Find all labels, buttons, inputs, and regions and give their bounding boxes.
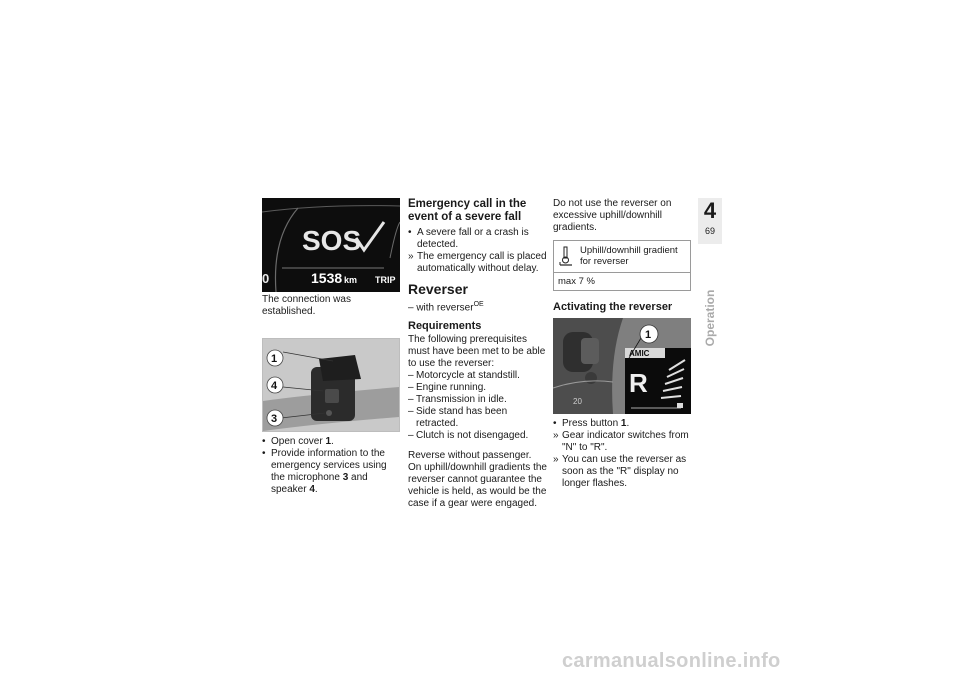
- reverser-option: – with reverser$^{OE}$: [408, 301, 484, 314]
- list-item: • Press button 1.: [553, 418, 630, 429]
- list-item: » The emergency call is placed automatically without delay.: [408, 251, 547, 274]
- emergency-heading: Emergency call in the event of a severe fall: [408, 198, 527, 223]
- activating-heading: Activating the reverser: [553, 301, 673, 313]
- left-value: 0: [262, 271, 270, 286]
- middle-column: [408, 198, 548, 510]
- sos-steps: [262, 436, 400, 496]
- wrench-gauge-icon: [558, 245, 574, 267]
- passenger-note: Reverse without passenger.: [408, 450, 532, 462]
- sos-display-graphic: [262, 198, 400, 292]
- list-item: – Motorcycle at standstill.: [408, 370, 520, 382]
- requirements-heading: Requirements: [408, 320, 482, 333]
- chapter-tab: [698, 198, 722, 244]
- right-column: [553, 198, 691, 490]
- gradient-note: On uphill/downhill gradients the reverser cannot guarantee the vehicle is held, as would be the case if a gear were engaged.: [408, 462, 547, 510]
- handlebar-graphic: [263, 339, 399, 431]
- spec-table: [553, 240, 691, 291]
- list-item: » You can use the reverser as soon as the "R" display no longer flashes.: [553, 454, 687, 489]
- watermark-footer: carmanualsonline.info: [562, 650, 781, 672]
- gradient-warning: Do not use the reverser on excessive uphill/downhill gradients.: [553, 198, 672, 233]
- list-item: • Provide information to the emergency services using the microphone 3 and speaker 4.: [262, 448, 387, 495]
- spec-label: Uphill/downhill gradient for reverser: [580, 245, 678, 267]
- sos-display-image: [262, 198, 400, 292]
- chapter-title-vertical: [698, 289, 722, 347]
- requirements-intro: The following prerequisites must have been met to be able to use the reverser:: [408, 334, 546, 370]
- page-number: 69: [704, 226, 715, 236]
- list-item: • Open cover 1.: [262, 436, 334, 447]
- list-item: » Gear indicator switches from "N" to "R".: [553, 430, 689, 453]
- reverser-heading: Reverser: [408, 281, 468, 297]
- callout-1: 1: [645, 329, 652, 341]
- speed-mark: 20: [573, 397, 582, 406]
- requirements-list: [408, 370, 548, 442]
- spec-row-label: [554, 241, 690, 273]
- emergency-items: [408, 227, 548, 275]
- list-item: – Engine running.: [408, 382, 487, 394]
- odometer-value: 1538: [311, 270, 343, 286]
- list-item: – Clutch is not disengaged.: [408, 430, 529, 442]
- callout-1: 1: [271, 353, 278, 365]
- reverser-image: [553, 318, 691, 414]
- activating-steps: [553, 418, 691, 490]
- list-item: – Side stand has been retracted.: [408, 406, 508, 430]
- callout-3: 3: [271, 413, 278, 425]
- sos-text: SOS: [302, 225, 362, 256]
- odometer-unit: km: [344, 275, 358, 285]
- chapter-title: Operation: [703, 289, 717, 347]
- spec-value: max 7 %: [558, 276, 595, 287]
- list-item: – Transmission in idle.: [408, 394, 507, 406]
- mode-text: AMIC: [629, 349, 650, 358]
- sos-caption: The connection was established.: [262, 294, 351, 317]
- reverser-graphic: [553, 318, 691, 414]
- gear-indicator: R: [629, 368, 648, 398]
- trip-label: TRIP: [375, 275, 396, 285]
- chapter-number: 4: [703, 198, 717, 223]
- callout-4: 4: [271, 380, 278, 392]
- handlebar-image: [262, 338, 400, 432]
- left-column: [262, 198, 400, 496]
- list-item: • A severe fall or a crash is detected.: [408, 227, 529, 250]
